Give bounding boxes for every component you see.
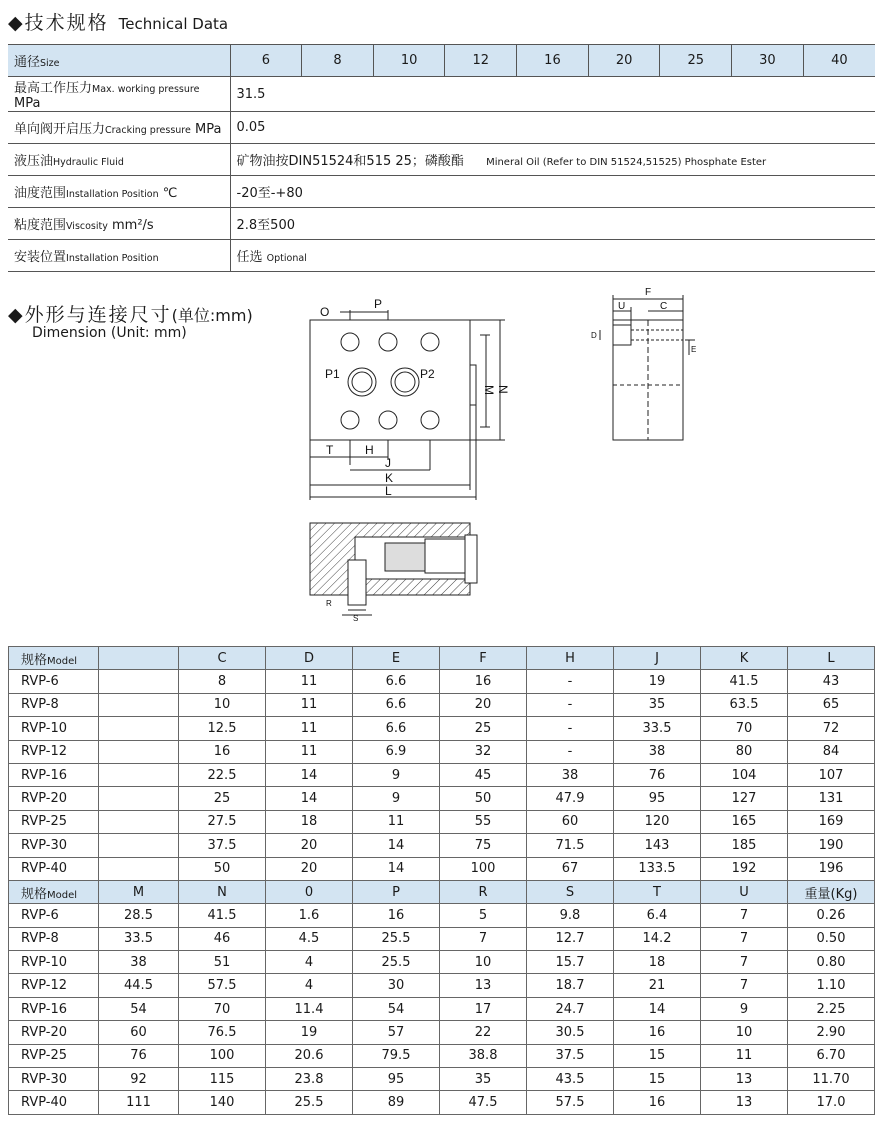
value-cell: 10 — [179, 693, 266, 716]
value-cell: 21 — [614, 974, 701, 997]
value-cell — [99, 857, 179, 880]
poppet — [385, 543, 425, 571]
side-boss — [470, 365, 476, 405]
tech-row — [8, 208, 875, 240]
label-u: U — [618, 301, 626, 312]
value-cell: 22 — [440, 1021, 527, 1044]
value-cell: 16 — [353, 904, 440, 927]
value-cell: 57.5 — [179, 974, 266, 997]
value-cell: 6.6 — [353, 693, 440, 716]
value-cell: 18.7 — [527, 974, 614, 997]
heading-en: Technical Data — [118, 15, 229, 33]
value-cell — [99, 810, 179, 833]
size-cell: 10 — [373, 45, 445, 77]
size-cell: 25 — [660, 45, 732, 77]
table-row — [9, 904, 875, 927]
value-cell: 12.5 — [179, 717, 266, 740]
value-cell: 23.8 — [266, 1068, 353, 1091]
size-header-row — [8, 45, 875, 77]
tech-row — [8, 112, 875, 144]
label-d: D — [591, 331, 597, 340]
value-cell: 1.10 — [788, 974, 875, 997]
value-cell: 30.5 — [527, 1021, 614, 1044]
dimension-heading-en: Dimension (Unit: mm) — [32, 325, 187, 341]
column-header: T — [614, 880, 701, 903]
technical-data-heading — [8, 8, 228, 35]
value-cell: 10 — [701, 1021, 788, 1044]
value-cell: 24.7 — [527, 997, 614, 1020]
value-cell: 7 — [701, 951, 788, 974]
value-cell: 38 — [614, 740, 701, 763]
value-cell: 5 — [440, 904, 527, 927]
value-cell: 13 — [701, 1068, 788, 1091]
value-cell: 41.5 — [701, 670, 788, 693]
column-header: F — [440, 647, 527, 670]
tech-row-label: 单向阀开启压力Cracking pressure MPa — [8, 112, 230, 144]
value-cell: 92 — [99, 1068, 179, 1091]
column-header: 重量(Kg) — [788, 880, 875, 903]
value-cell: 35 — [440, 1068, 527, 1091]
value-cell: 38 — [527, 763, 614, 786]
size-cell: 40 — [803, 45, 875, 77]
value-cell: 107 — [788, 763, 875, 786]
label-s: S — [353, 614, 359, 623]
column-header: L — [788, 647, 875, 670]
column-header: H — [527, 647, 614, 670]
size-cell: 8 — [302, 45, 374, 77]
bolt-hole — [421, 333, 439, 351]
value-cell: 169 — [788, 810, 875, 833]
value-cell: 79.5 — [353, 1044, 440, 1067]
label-o: O — [320, 305, 330, 319]
value-cell: 25.5 — [353, 951, 440, 974]
heading-zh: 技术规格 — [24, 12, 109, 34]
value-cell: 27.5 — [179, 810, 266, 833]
label-c: C — [660, 301, 668, 312]
section-view-drawing — [300, 515, 490, 625]
size-cell: 12 — [445, 45, 517, 77]
spring-chamber — [425, 539, 465, 573]
heading-zh: 外形与连接尺寸 — [24, 304, 172, 326]
value-cell: 43.5 — [527, 1068, 614, 1091]
table-row — [9, 857, 875, 880]
tech-row-label: 最高工作压力Max. working pressure MPa — [8, 77, 230, 112]
value-cell: 115 — [179, 1068, 266, 1091]
value-cell: 0.50 — [788, 927, 875, 950]
value-cell: 133.5 — [614, 857, 701, 880]
value-cell: 6.9 — [353, 740, 440, 763]
value-cell: 14 — [266, 763, 353, 786]
end-plug — [465, 535, 477, 583]
value-cell: 25.5 — [353, 927, 440, 950]
column-header: P — [353, 880, 440, 903]
model-header-cell: 规格Model — [9, 647, 99, 670]
bolt-hole — [379, 333, 397, 351]
value-cell: 25 — [179, 787, 266, 810]
value-cell: 43 — [788, 670, 875, 693]
value-cell: 111 — [99, 1091, 179, 1114]
value-cell: 17 — [440, 997, 527, 1020]
value-cell: - — [527, 693, 614, 716]
value-cell: 7 — [701, 927, 788, 950]
table-row — [9, 763, 875, 786]
value-cell: 165 — [701, 810, 788, 833]
value-cell: 4 — [266, 951, 353, 974]
value-cell: 6.6 — [353, 670, 440, 693]
value-cell: 60 — [527, 810, 614, 833]
section-marker: ◆ — [8, 304, 25, 326]
value-cell: 15.7 — [527, 951, 614, 974]
value-cell: 13 — [440, 974, 527, 997]
value-cell: 10 — [440, 951, 527, 974]
tech-row-value: 矿物油按DIN51524和515 25；磷酸酯 Mineral Oil (Refer to DIN 51524,51525) Phosphate Ester — [230, 144, 875, 176]
value-cell: 50 — [440, 787, 527, 810]
value-cell: 11 — [266, 670, 353, 693]
side-view-drawing — [585, 285, 700, 445]
value-cell: 71.5 — [527, 834, 614, 857]
value-cell: 16 — [179, 740, 266, 763]
value-cell: 7 — [701, 974, 788, 997]
model-name-cell: RVP-40 — [9, 1091, 99, 1114]
value-cell: 70 — [179, 997, 266, 1020]
label-t: T — [326, 443, 334, 457]
value-cell: 47.5 — [440, 1091, 527, 1114]
column-header — [99, 647, 179, 670]
value-cell: 2.90 — [788, 1021, 875, 1044]
value-cell: 104 — [701, 763, 788, 786]
value-cell: 30 — [353, 974, 440, 997]
tech-row-value: 2.8至500 — [230, 208, 875, 240]
table-row — [9, 1021, 875, 1044]
value-cell: 0.26 — [788, 904, 875, 927]
value-cell: 15 — [614, 1068, 701, 1091]
model-header-row — [9, 880, 875, 903]
value-cell: 67 — [527, 857, 614, 880]
value-cell: 45 — [440, 763, 527, 786]
value-cell — [99, 717, 179, 740]
bolt-hole — [341, 411, 359, 429]
value-cell: 16 — [614, 1091, 701, 1114]
value-cell: 8 — [179, 670, 266, 693]
value-cell: 60 — [99, 1021, 179, 1044]
value-cell: 11 — [266, 693, 353, 716]
model-name-cell: RVP-20 — [9, 787, 99, 810]
value-cell: 51 — [179, 951, 266, 974]
tech-row-value: 0.05 — [230, 112, 875, 144]
tech-row-label: 粘度范围Viscosity mm²/s — [8, 208, 230, 240]
value-cell: 47.9 — [527, 787, 614, 810]
value-cell — [99, 834, 179, 857]
value-cell: 50 — [179, 857, 266, 880]
value-cell: 25 — [440, 717, 527, 740]
value-cell: 80 — [701, 740, 788, 763]
value-cell: 12.7 — [527, 927, 614, 950]
value-cell: 120 — [614, 810, 701, 833]
value-cell: 70 — [701, 717, 788, 740]
column-header: E — [353, 647, 440, 670]
label-p1: P1 — [325, 367, 340, 381]
column-header: S — [527, 880, 614, 903]
table-row — [9, 997, 875, 1020]
value-cell: 11 — [353, 810, 440, 833]
value-cell: 25.5 — [266, 1091, 353, 1114]
model-name-cell: RVP-6 — [9, 904, 99, 927]
value-cell: 89 — [353, 1091, 440, 1114]
value-cell: 33.5 — [614, 717, 701, 740]
front-view-drawing — [300, 290, 530, 505]
model-name-cell: RVP-16 — [9, 763, 99, 786]
table-row — [9, 787, 875, 810]
value-cell: 35 — [614, 693, 701, 716]
value-cell: 46 — [179, 927, 266, 950]
column-header: U — [701, 880, 788, 903]
model-name-cell: RVP-12 — [9, 974, 99, 997]
value-cell: 11 — [266, 740, 353, 763]
table-row — [9, 740, 875, 763]
table-row — [9, 974, 875, 997]
value-cell: 143 — [614, 834, 701, 857]
model-header-row — [9, 647, 875, 670]
value-cell: - — [527, 740, 614, 763]
label-p: P — [374, 297, 383, 311]
value-cell: 57 — [353, 1021, 440, 1044]
value-cell: 33.5 — [99, 927, 179, 950]
value-cell: 38.8 — [440, 1044, 527, 1067]
value-cell — [99, 763, 179, 786]
value-cell: 41.5 — [179, 904, 266, 927]
value-cell: 75 — [440, 834, 527, 857]
value-cell: 18 — [614, 951, 701, 974]
value-cell — [99, 670, 179, 693]
value-cell: 37.5 — [179, 834, 266, 857]
model-name-cell: RVP-20 — [9, 1021, 99, 1044]
outlet-port — [348, 560, 366, 605]
model-name-cell: RVP-16 — [9, 997, 99, 1020]
value-cell: 38 — [99, 951, 179, 974]
section-marker: ◆ — [8, 12, 25, 34]
table-row — [9, 717, 875, 740]
value-cell: 131 — [788, 787, 875, 810]
value-cell: 19 — [614, 670, 701, 693]
value-cell: - — [527, 717, 614, 740]
value-cell: 11 — [701, 1044, 788, 1067]
model-name-cell: RVP-10 — [9, 717, 99, 740]
model-name-cell: RVP-6 — [9, 670, 99, 693]
label-k: K — [385, 471, 394, 485]
value-cell: 14 — [353, 834, 440, 857]
table-row — [9, 670, 875, 693]
table-row — [9, 1044, 875, 1067]
value-cell: 57.5 — [527, 1091, 614, 1114]
model-header-cell: 规格Model — [9, 880, 99, 903]
value-cell: 11 — [266, 717, 353, 740]
tech-row-label: 油度范围Installation Position ℃ — [8, 176, 230, 208]
size-label: 通径Size — [8, 45, 230, 77]
label-p2: P2 — [420, 367, 435, 381]
value-cell: 18 — [266, 810, 353, 833]
value-cell: 9 — [353, 787, 440, 810]
table-row — [9, 693, 875, 716]
value-cell: 54 — [99, 997, 179, 1020]
table-row — [9, 927, 875, 950]
value-cell: 6.70 — [788, 1044, 875, 1067]
dimension-heading — [8, 300, 253, 327]
value-cell: 14.2 — [614, 927, 701, 950]
value-cell: 11.4 — [266, 997, 353, 1020]
value-cell: 100 — [440, 857, 527, 880]
value-cell: 6.4 — [614, 904, 701, 927]
table-row — [9, 1068, 875, 1091]
label-n: N — [496, 385, 510, 394]
value-cell: 11.70 — [788, 1068, 875, 1091]
tech-row-value: 任选 Optional — [230, 240, 875, 272]
value-cell: 7 — [701, 904, 788, 927]
column-header: R — [440, 880, 527, 903]
bolt-hole — [421, 411, 439, 429]
tech-row — [8, 176, 875, 208]
value-cell: 20 — [266, 834, 353, 857]
value-cell: 2.25 — [788, 997, 875, 1020]
value-cell: 192 — [701, 857, 788, 880]
table-row — [9, 834, 875, 857]
value-cell: 6.6 — [353, 717, 440, 740]
value-cell: 55 — [440, 810, 527, 833]
technical-data-table — [8, 44, 875, 272]
value-cell: 20.6 — [266, 1044, 353, 1067]
column-header: J — [614, 647, 701, 670]
value-cell: 28.5 — [99, 904, 179, 927]
value-cell: 14 — [266, 787, 353, 810]
value-cell: 14 — [614, 997, 701, 1020]
value-cell: 84 — [788, 740, 875, 763]
tech-row-value: -20至-+80 — [230, 176, 875, 208]
value-cell: 95 — [353, 1068, 440, 1091]
value-cell: 185 — [701, 834, 788, 857]
tech-row-value: 31.5 — [230, 77, 875, 112]
table-row — [9, 1091, 875, 1114]
model-dimension-table — [8, 646, 875, 1115]
value-cell: 22.5 — [179, 763, 266, 786]
tech-row — [8, 144, 875, 176]
value-cell: 76.5 — [179, 1021, 266, 1044]
value-cell: 13 — [701, 1091, 788, 1114]
value-cell: 100 — [179, 1044, 266, 1067]
size-cell: 16 — [517, 45, 589, 77]
column-header: D — [266, 647, 353, 670]
value-cell: 9.8 — [527, 904, 614, 927]
label-j: J — [385, 456, 391, 470]
model-name-cell: RVP-25 — [9, 1044, 99, 1067]
label-l: L — [385, 484, 392, 498]
value-cell: 196 — [788, 857, 875, 880]
table-row — [9, 810, 875, 833]
value-cell: - — [527, 670, 614, 693]
label-e: E — [691, 345, 697, 354]
value-cell: 4.5 — [266, 927, 353, 950]
bolt-hole — [341, 333, 359, 351]
value-cell — [99, 787, 179, 810]
model-name-cell: RVP-25 — [9, 810, 99, 833]
model-name-cell: RVP-8 — [9, 927, 99, 950]
value-cell: 19 — [266, 1021, 353, 1044]
value-cell: 16 — [614, 1021, 701, 1044]
value-cell: 9 — [353, 763, 440, 786]
label-m: M — [482, 385, 496, 395]
bolt-hole — [379, 411, 397, 429]
size-cell: 6 — [230, 45, 302, 77]
value-cell: 95 — [614, 787, 701, 810]
column-header: K — [701, 647, 788, 670]
label-h: H — [365, 443, 374, 457]
model-name-cell: RVP-30 — [9, 834, 99, 857]
model-name-cell: RVP-10 — [9, 951, 99, 974]
value-cell: 9 — [701, 997, 788, 1020]
size-cell: 20 — [588, 45, 660, 77]
tech-row-label: 液压油Hydraulic Fluid — [8, 144, 230, 176]
model-name-cell: RVP-8 — [9, 693, 99, 716]
column-header: C — [179, 647, 266, 670]
model-name-cell: RVP-30 — [9, 1068, 99, 1091]
value-cell: 72 — [788, 717, 875, 740]
value-cell: 140 — [179, 1091, 266, 1114]
column-header: N — [179, 880, 266, 903]
value-cell: 15 — [614, 1044, 701, 1067]
model-name-cell: RVP-40 — [9, 857, 99, 880]
tech-row — [8, 240, 875, 272]
value-cell: 76 — [99, 1044, 179, 1067]
value-cell: 44.5 — [99, 974, 179, 997]
value-cell: 0.80 — [788, 951, 875, 974]
heading-unit: (单位:mm) — [171, 306, 253, 325]
value-cell: 14 — [353, 857, 440, 880]
value-cell: 190 — [788, 834, 875, 857]
value-cell: 7 — [440, 927, 527, 950]
column-header: 0 — [266, 880, 353, 903]
label-r: R — [326, 599, 332, 608]
value-cell: 20 — [266, 857, 353, 880]
model-name-cell: RVP-12 — [9, 740, 99, 763]
value-cell: 54 — [353, 997, 440, 1020]
table-row — [9, 951, 875, 974]
label-f: F — [645, 287, 652, 298]
value-cell — [99, 693, 179, 716]
value-cell: 127 — [701, 787, 788, 810]
value-cell: 20 — [440, 693, 527, 716]
value-cell: 76 — [614, 763, 701, 786]
tech-row-label: 安装位置Installation Position — [8, 240, 230, 272]
value-cell — [99, 740, 179, 763]
value-cell: 32 — [440, 740, 527, 763]
column-header: M — [99, 880, 179, 903]
size-cell: 30 — [732, 45, 804, 77]
value-cell: 63.5 — [701, 693, 788, 716]
value-cell: 1.6 — [266, 904, 353, 927]
value-cell: 65 — [788, 693, 875, 716]
value-cell: 37.5 — [527, 1044, 614, 1067]
value-cell: 4 — [266, 974, 353, 997]
tech-row — [8, 77, 875, 112]
value-cell: 16 — [440, 670, 527, 693]
value-cell: 17.0 — [788, 1091, 875, 1114]
